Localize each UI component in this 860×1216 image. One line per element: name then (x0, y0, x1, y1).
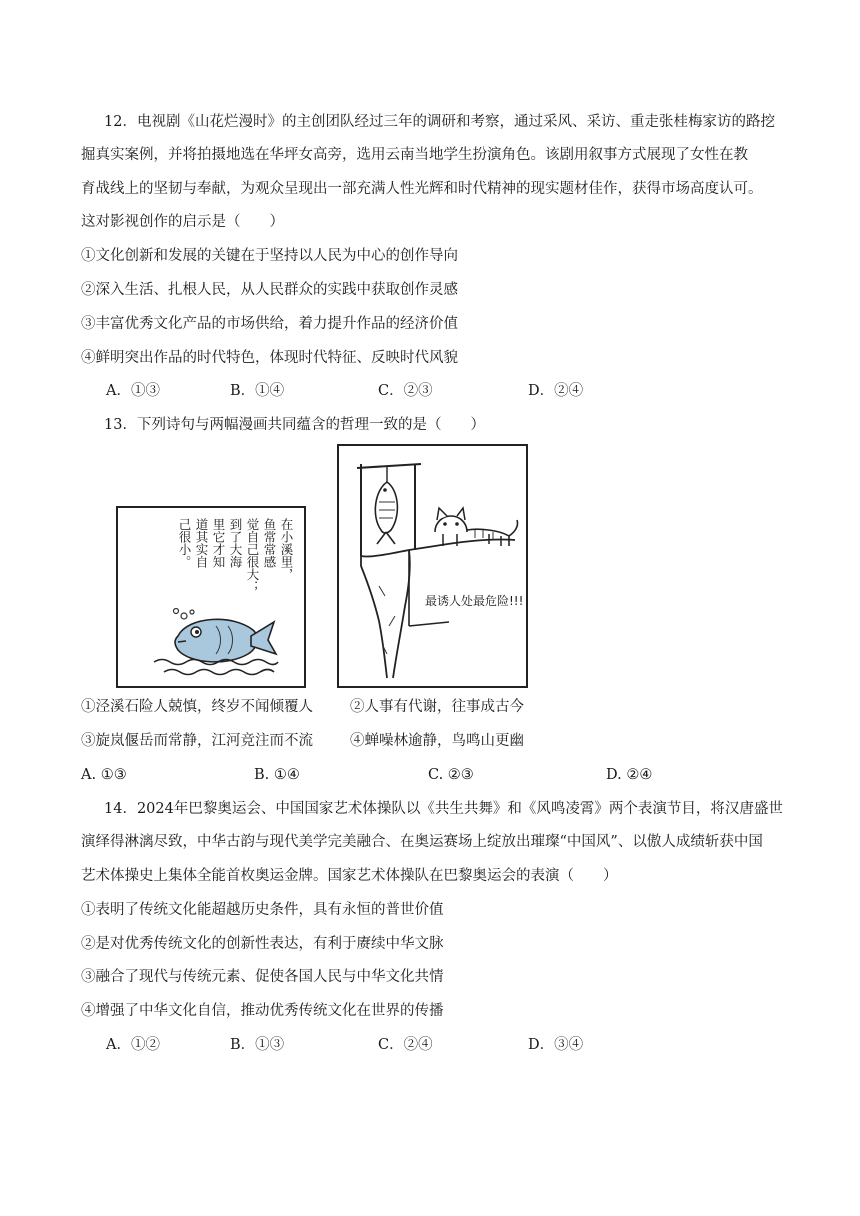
bait-drawing (339, 446, 526, 686)
cartoon-1-col-1: 在小溪里， (279, 518, 294, 581)
cartoon-1-col-6: 道其实自 (194, 518, 209, 568)
q14-option-b[interactable]: B．①③ (230, 1037, 285, 1053)
q12-options (0, 381, 860, 401)
q13-option-a[interactable]: A. ①③ (81, 767, 127, 783)
cartoon-1-col-7: 己很小。 (177, 518, 192, 568)
cartoon-fish-stream (116, 506, 306, 688)
q14-stem-line-3: 艺术体操史上集体全能首枚奥运金牌。国家艺术体操队在巴黎奥运会的表演（ ） (81, 868, 618, 884)
q13-item-3: ③旋岚偃岳而常静，江河竞注而不流 (81, 733, 313, 749)
q14-stem-line-2: 演绎得淋漓尽致，中华古韵与现代美学完美融合、在奥运赛场上绽放出璀璨“中国风”、以傲人成绩斩获中国 (81, 834, 763, 850)
q14-item-3: ③融合了现代与传统元素、促使各国人民与中华文化共情 (81, 969, 444, 985)
q12-item-3: ③丰富优秀文化产品的市场供给，着力提升作品的经济价值 (81, 316, 458, 332)
q12-stem-line-2: 掘真实案例，并将拍摄地选在华坪女高旁，选用云南当地学生扮演角色。该剧用叙事方式展现了女性在教 (81, 147, 748, 163)
q14-stem-line-1: 14．2024年巴黎奥运会、中国国家艺术体操队以《共生共舞》和《风鸣凌霄》两个表演节目，将汉唐盛世 (104, 801, 783, 817)
q13-option-d[interactable]: D. ②④ (606, 767, 653, 783)
q12-stem-line-3: 育战线上的坚韧与奉献，为观众呈现出一部充满人性光辉和时代精神的现实题材佳作，获得市场高度认可。 (81, 181, 763, 197)
q14-item-4: ④增强了中华文化自信，推动优秀传统文化在世界的传播 (81, 1003, 444, 1019)
q13-options (0, 765, 860, 785)
fish-drawing (118, 508, 304, 686)
q12-option-b[interactable]: B．①④ (230, 383, 285, 399)
q12-stem-line-4: 这对影视创作的启示是（ ） (81, 214, 284, 230)
q14-item-1: ①表明了传统文化能超越历史条件，具有永恒的普世价值 (81, 902, 444, 918)
q13-item-4: ④蝉噪林逾静，鸟鸣山更幽 (350, 733, 524, 749)
q14-option-a[interactable]: A．①② (106, 1037, 160, 1053)
q13-item-2: ②人事有代谢，往事成古今 (350, 699, 524, 715)
cartoon-1-col-5: 里它才知 (211, 518, 226, 568)
q12-item-1: ①文化创新和发展的关键在于坚持以人民为中心的创作导向 (81, 248, 458, 264)
q14-option-c[interactable]: C．②④ (378, 1037, 433, 1053)
cartoon-1-col-4: 到了大海 (228, 518, 243, 568)
q13-stem: 13．下列诗句与两幅漫画共同蕴含的哲理一致的是（ ） (104, 417, 485, 433)
q14-options (0, 1035, 860, 1055)
q12-option-a[interactable]: A．①③ (106, 383, 160, 399)
q12-item-2: ②深入生活、扎根人民，从人民群众的实践中获取创作灵感 (81, 282, 458, 298)
q14-item-2: ②是对优秀传统文化的创新性表达，有利于赓续中华文脉 (81, 936, 444, 952)
cartoon-1-col-3: 觉自己很大； (245, 518, 260, 593)
cartoon-fish-bait (337, 444, 528, 688)
q12-option-c[interactable]: C．②③ (378, 383, 433, 399)
q12-stem-line-1: 12．电视剧《山花烂漫时》的主创团队经过三年的调研和考察，通过采风、采访、重走张桂梅家访的路挖 (104, 114, 775, 130)
cartoon-1-col-2: 鱼常常感 (262, 518, 277, 568)
q12-item-4: ④鲜明突出作品的时代特色，体现时代特征、反映时代风貌 (81, 350, 458, 366)
q13-item-1: ①泾溪石险人兢慎，终岁不闻倾覆人 (81, 699, 313, 715)
q13-option-b[interactable]: B. ①④ (254, 767, 300, 783)
q12-option-d[interactable]: D．②④ (528, 383, 584, 399)
q14-option-d[interactable]: D．③④ (528, 1037, 584, 1053)
q13-option-c[interactable]: C. ②③ (428, 767, 474, 783)
cartoon-2-caption: 最诱人处最危险!!! (425, 594, 524, 608)
